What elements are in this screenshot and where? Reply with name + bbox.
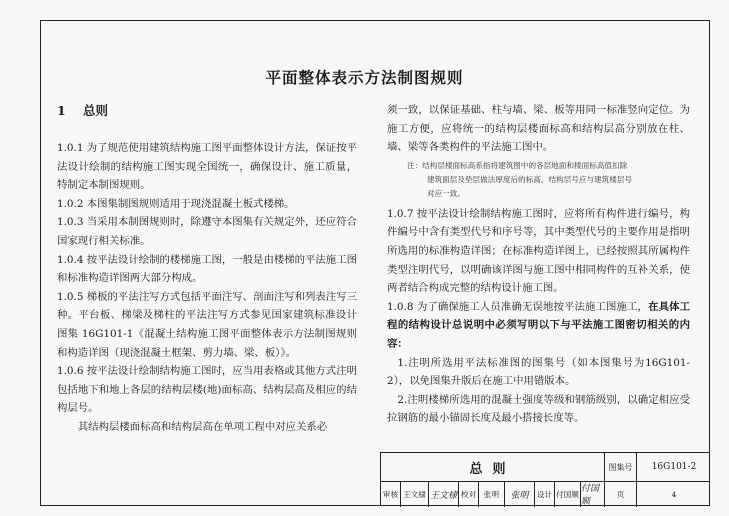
proofread-label: 校对: [459, 481, 479, 507]
atlas-label: 图集号: [605, 453, 637, 481]
right-column: [387, 101, 690, 428]
page-title: 平面整体表示方法制图规则: [265, 68, 464, 87]
note-line-1: 注：结构层楼面标高系指将建筑图中的各层地面和楼面标高值扣除: [407, 160, 628, 170]
paragraph-1-0-8-bold: 在具体工程的结构设计总说明中必须写明以下与平法施工图密切相关的内容：: [387, 300, 690, 350]
paragraph-1-0-1: 1.0.1 为了规范使用建筑结构施工图平面整体设计方法，保证按平法设计绘制的结构施工图实现全国统一，确保设计、施工质量，特制定本制图规则。: [57, 142, 357, 192]
paragraph-1-0-8-lead: 1.0.8 为了确保施工人员准确无误地按平法施工图施工，: [387, 300, 649, 313]
left-column: [57, 101, 357, 437]
section-heading: [57, 101, 357, 121]
designer-name: 付国顺: [555, 481, 581, 507]
title-block-main: 总则: [381, 453, 605, 481]
paragraph-1-0-8: [387, 298, 690, 354]
item-2: 2.注明楼梯所选用的混凝土强度等级和钢筋级别，以确定相应受拉钢筋的最小锚固长度及最小搭接长度等。: [387, 393, 690, 425]
proofreader-signature: 张明: [505, 481, 535, 507]
title-block-row-2: [381, 481, 710, 507]
page-number: 4: [671, 489, 677, 499]
item-1: 1.注明所选用平法标准图的图集号（如本图集号为16G101-2），以免图集升版后在施工中用错版本。: [387, 356, 690, 388]
paragraph-1-0-7: 1.0.7 按平法设计绘制结构施工图时，应将所有构件进行编号，构件编号中含有类型代号和序号等，其中类型代号的主要作用是指明所选用的标准构造详图；在标准构造详图上，已经按照其所属构件类型注明代号，以明确该详图与施工图中相同构件的互补关系，使两者结合构成完整的结构设计施工图。: [387, 207, 690, 295]
proofreader-name: 张明: [479, 481, 505, 507]
paragraph-1-0-6-tail: 其结构层楼面标高和结构层高在单项工程中对应关系必: [77, 420, 328, 433]
section-heading-text: 总则: [83, 103, 109, 118]
reviewer-name: 王文棣: [401, 481, 429, 507]
design-label: 设计: [535, 481, 555, 507]
note-line-3: 对应一致。: [427, 188, 465, 198]
reviewer-signature: 王文棣: [429, 481, 459, 507]
designer-signature: 付国顺: [581, 481, 605, 507]
paragraph-1-0-2: 1.0.2 本图集制图规则适用于现浇混凝土板式楼梯。: [57, 197, 295, 210]
atlas-number: 16G101-2: [651, 462, 697, 472]
section-number: 1: [57, 103, 66, 118]
paragraph-1-0-4: 1.0.4 按平法设计绘制的楼梯施工图，一般是由楼梯的平法施工图和标准构造详图两大部分构成。: [57, 253, 357, 285]
page-label: 页: [605, 481, 637, 507]
review-label: 审核: [381, 481, 401, 507]
note-block: [387, 159, 690, 201]
paragraph-1-0-5: 1.0.5 梯板的平法注写方式包括平面注写、剖面注写和列表注写三种。平台板、梯梁及梯柱的平法注写方式参见国家建筑标准设计图集 16G101-1《混凝土结构施工图平面整体表示方法制图规则和构造详图（现浇混凝土框架、剪力墙、梁、板）》。: [57, 290, 357, 359]
note-line-2: 建筑面层及垫层做法厚度后的标高，结构层号应与建筑楼层号: [427, 174, 633, 184]
paragraph-1-0-6: 1.0.6 按平法设计绘制结构施工图时，应当用表格或其他方式注明包括地下和地上各层的结构层楼(地)面标高、结构层高及相应的结构层号。: [57, 365, 357, 415]
title-block-row-1: [381, 453, 710, 482]
paragraph-1-0-3: 1.0.3 当采用本制图规则时，除遵守本图集有关规定外，还应符合国家现行相关标准。: [57, 216, 357, 247]
paragraph-continuation: 须一致，以保证基础、柱与墙、梁、板等用同一标准竖向定位。为施工方便，应将统一的结构层楼面标高和结构层高分别放在柱、墙、梁等各类构件的平法施工图中。: [387, 104, 690, 154]
title-block: [380, 452, 710, 506]
